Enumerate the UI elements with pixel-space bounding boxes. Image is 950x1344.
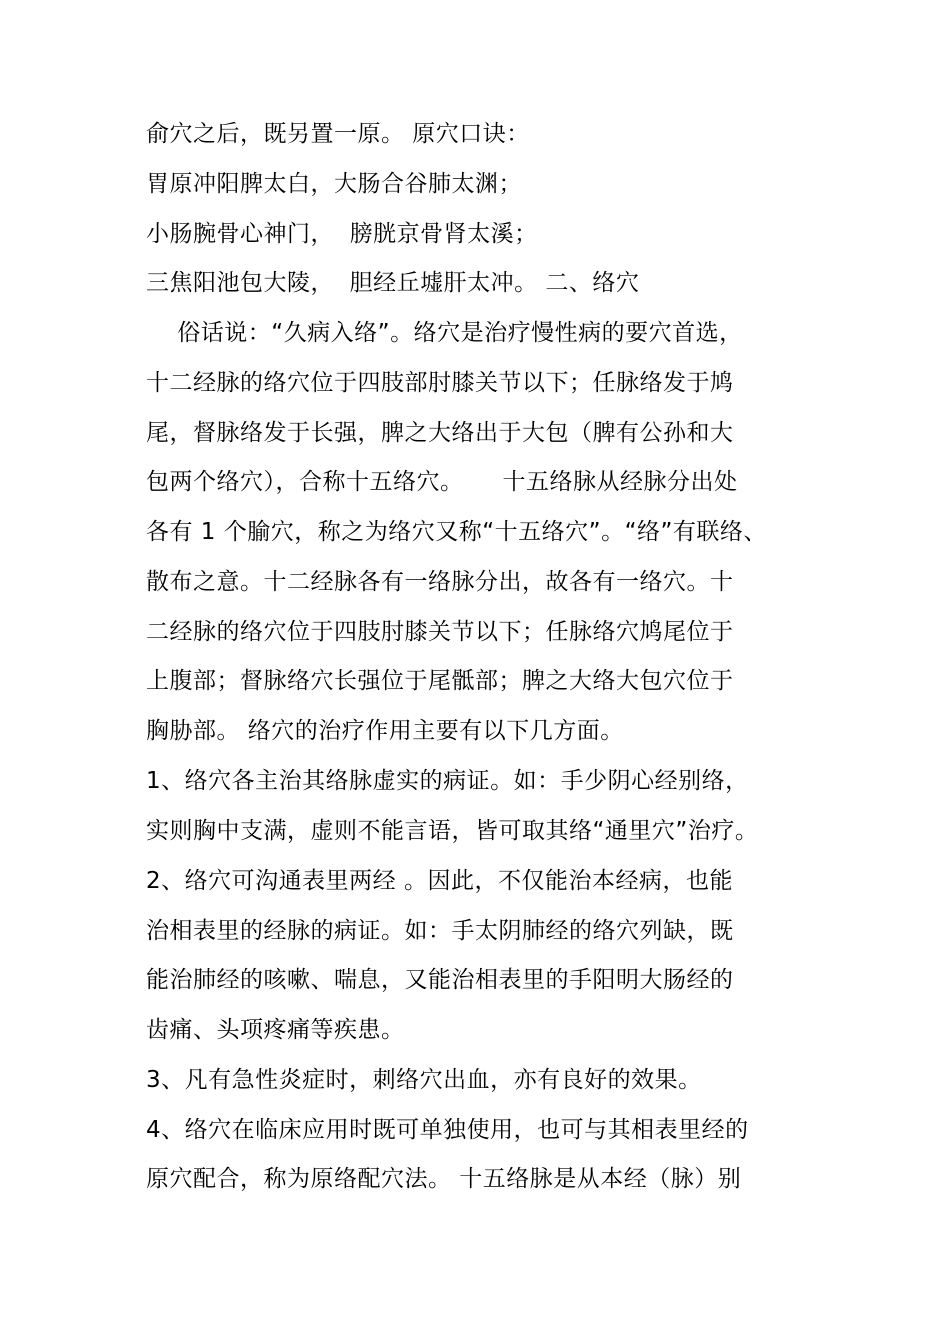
text-line: 2、络穴可沟通表里两经 。因此，不仅能治本经病，也能: [146, 868, 733, 894]
text-line: 1、络穴各主治其络脉虚实的病证。如：手少阴心经别络，: [146, 768, 749, 794]
text-line: 齿痛、头项疼痛等疾患。: [146, 1017, 405, 1043]
text-line: 胸胁部。 络穴的治疗作用主要有以下几方面。: [146, 718, 624, 744]
text-line: 4、络穴在临床应用时既可单独使用，也可与其相表里经的: [146, 1117, 749, 1143]
text-line: 尾，督脉络发于长强，脾之大络出于大包（脾有公孙和大: [146, 420, 734, 446]
text-line: 治相表里的经脉的病证。如：手太阴肺经的络穴列缺，既: [146, 918, 734, 944]
text-line: 包两个络穴），合称十五络穴。 十五络脉从经脉分出处: [146, 469, 738, 495]
text-line: 胃原冲阳脾太白，大肠合谷肺太渊；: [146, 171, 522, 197]
text-line: 小肠腕骨心神门， 膀胱京骨肾太溪；: [146, 221, 538, 247]
text-line: 能治肺经的咳嗽、喘息，又能治相表里的手阳明大肠经的: [146, 967, 734, 993]
text-line: 各有 1 个腧穴，称之为络穴又称“十五络穴”。“络”有联络、: [146, 519, 767, 545]
text-line: 俞穴之后，既另置一原。 原穴口诀：: [146, 121, 530, 147]
text-line: 二经脉的络穴位于四肢肘膝关节以下；任脉络穴鸠尾位于: [146, 619, 734, 645]
text-line: 实则胸中支满，虚则不能言语，皆可取其络“通里穴”治疗。: [146, 818, 759, 844]
text-line: 3、凡有急性炎症时，刺络穴出血，亦有良好的效果。: [146, 1067, 702, 1093]
text-line: 散布之意。十二经脉各有一络脉分出，故各有一络穴。十: [146, 569, 734, 595]
text-line: 俗话说：“久病入络”。络穴是治疗慢性病的要穴首选，: [146, 320, 743, 346]
text-line: 十二经脉的络穴位于四肢部肘膝关节以下；任脉络发于鸠: [146, 370, 734, 396]
text-line: 原穴配合，称为原络配穴法。 十五络脉是从本经（脉）别: [146, 1166, 742, 1192]
text-line: 上腹部；督脉络穴长强位于尾骶部；脾之大络大包穴位于: [146, 668, 734, 694]
text-line: 三焦阳池包大陵， 胆经丘墟肝太冲。 二、络穴: [146, 270, 640, 296]
